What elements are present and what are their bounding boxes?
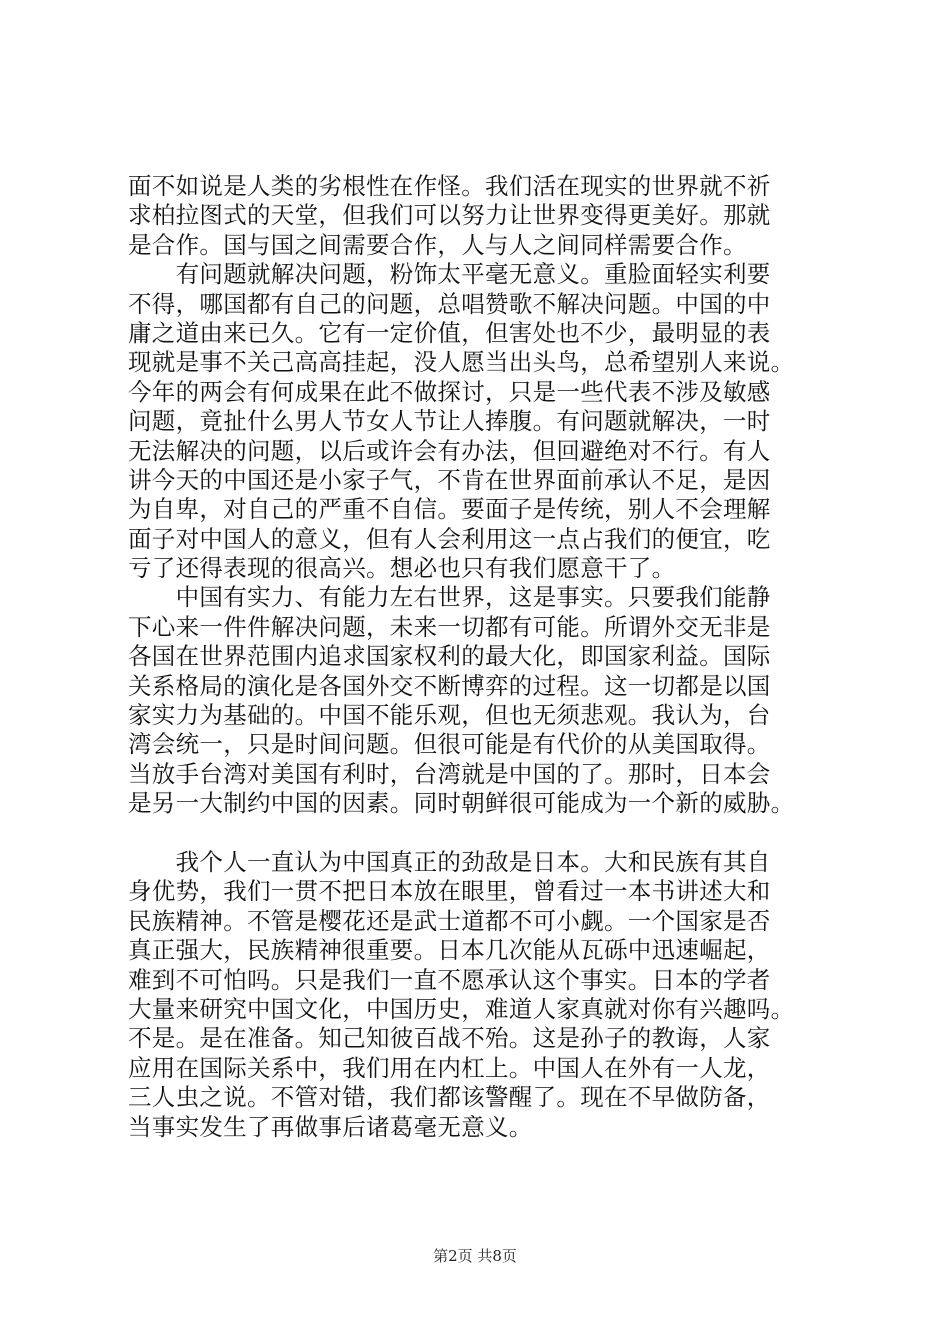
text-line: 中国有实力、有能力左右世界，这是事实。只要我们能静 (128, 583, 771, 612)
text-line: 关系格局的演化是各国外交不断博弈的过程。这一切都是以国 (128, 671, 771, 700)
paragraph-3 (128, 583, 828, 818)
text-line: 无法解决的问题，以后或许会有办法，但回避绝对不行。有人 (128, 436, 771, 465)
text-line: 下心来一件件解决问题，未来一切都有可能。所谓外交无非是 (128, 612, 771, 641)
text-line: 今年的两会有何成果在此不做探讨，只是一些代表不涉及敏感 (128, 377, 771, 406)
document-body (128, 172, 828, 1142)
text-line: 难到不可怕吗。只是我们一直不愿承认这个事实。日本的学者 (128, 965, 771, 994)
text-line: 身优势，我们一贯不把日本放在眼里，曾看过一本书讲述大和 (128, 877, 771, 906)
text-line: 家实力为基础的。中国不能乐观，但也无须悲观。我认为，台 (128, 701, 771, 730)
text-line: 现就是事不关己高高挂起，没人愿当出头鸟，总希望别人来说。 (128, 348, 795, 377)
text-line: 湾会统一，只是时间问题。但很可能是有代价的从美国取得。 (128, 730, 771, 759)
paragraph-4 (128, 848, 828, 1142)
text-line: 有问题就解决问题，粉饰太平毫无意义。重脸面轻实利要 (128, 260, 771, 289)
text-line: 为自卑，对自己的严重不自信。要面子是传统，别人不会理解 (128, 495, 771, 524)
text-line: 是另一大制约中国的因素。同时朝鲜很可能成为一个新的威胁。 (128, 789, 795, 818)
paragraph-spacer (128, 819, 828, 848)
text-line: 民族精神。不管是樱花还是武士道都不可小觑。一个国家是否 (128, 906, 771, 935)
text-line: 是合作。国与国之间需要合作，人与人之间同样需要合作。 (128, 230, 747, 259)
paragraph-1 (128, 172, 828, 260)
text-line: 面子对中国人的意义，但有人会利用这一点占我们的便宜，吃 (128, 524, 771, 553)
page-number-footer: 第2页 共8页 (433, 1247, 517, 1265)
text-line: 亏了还得表现的很高兴。想必也只有我们愿意干了。 (128, 554, 676, 583)
text-line: 应用在国际关系中，我们用在内杠上。中国人在外有一人龙， (128, 1053, 771, 1082)
text-line: 真正强大，民族精神很重要。日本几次能从瓦砾中迅速崛起， (128, 936, 771, 965)
text-line: 三人虫之说。不管对错，我们都该警醒了。现在不早做防备， (128, 1083, 771, 1112)
text-line: 求柏拉图式的天堂，但我们可以努力让世界变得更美好。那就 (128, 201, 771, 230)
text-line: 当放手台湾对美国有利时，台湾就是中国的了。那时，日本会 (128, 759, 771, 788)
text-line: 大量来研究中国文化，中国历史，难道人家真就对你有兴趣吗。 (128, 994, 795, 1023)
paragraph-2 (128, 260, 828, 583)
text-line: 当事实发生了再做事后诸葛毫无意义。 (128, 1112, 533, 1141)
text-line: 庸之道由来已久。它有一定价值，但害处也不少，最明显的表 (128, 318, 771, 347)
text-line: 各国在世界范围内追求国家权利的最大化，即国家利益。国际 (128, 642, 771, 671)
text-line: 我个人一直认为中国真正的劲敌是日本。大和民族有其自 (128, 847, 771, 876)
text-line: 不得，哪国都有自己的问题，总唱赞歌不解决问题。中国的中 (128, 289, 771, 318)
text-line: 面不如说是人类的劣根性在作怪。我们活在现实的世界就不祈 (128, 172, 771, 200)
text-line: 问题，竟扯什么男人节女人节让人捧腹。有问题就解决，一时 (128, 407, 771, 436)
text-line: 不是。是在准备。知己知彼百战不殆。这是孙子的教诲，人家 (128, 1024, 771, 1053)
text-line: 讲今天的中国还是小家子气，不肯在世界面前承认不足，是因 (128, 465, 771, 494)
